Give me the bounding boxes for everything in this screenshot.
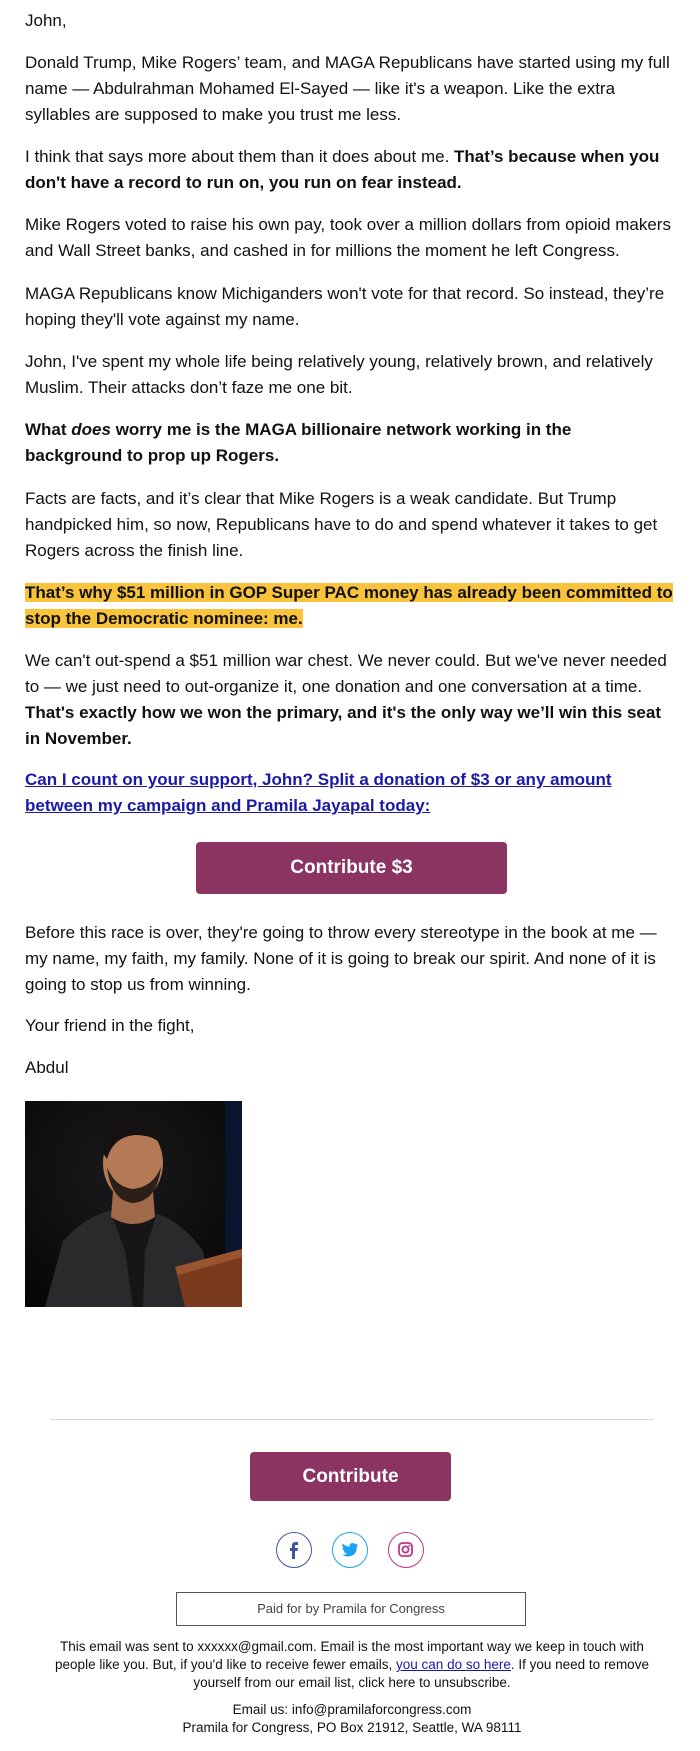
paragraph-record — [25, 144, 673, 196]
worry-emphasis: does — [71, 420, 111, 439]
greeting: John, — [25, 11, 67, 30]
out-organize-text: We can't out-spend a $51 million war chest. We never could. But we've never needed to — we just need to out-organize it, one donation and one conversation at a time. — [25, 651, 667, 696]
letter-body — [25, 8, 673, 34]
paragraph-3 — [25, 212, 673, 264]
facebook-icon[interactable] — [276, 1532, 312, 1568]
paragraph-whole-life: John, I've spent my whole life being relatively young, relatively brown, and relatively Muslim. Their attacks don’t faze me one bit. — [25, 352, 653, 397]
paragraph-9 — [25, 648, 673, 752]
contribute-3-button[interactable]: Contribute $3 — [196, 842, 507, 894]
paragraph-10 — [25, 920, 673, 998]
twitter-icon[interactable] — [332, 1532, 368, 1568]
contribute-button[interactable]: Contribute — [250, 1452, 451, 1501]
signature-block — [25, 1055, 673, 1081]
paragraph-stereotypes: Before this race is over, they're going to throw every stereotype in the book at me — my name, my faith, my family. None of it is going to break our spirit. And none of it is going to stop us from winning. — [25, 923, 657, 994]
record-text: I think that says more about them than it does about me. — [25, 147, 455, 166]
worry-text-b: worry me is the MAGA billionaire network working in the background to prop up Rogers. — [25, 420, 572, 465]
paragraph-7 — [25, 486, 673, 564]
instagram-icon[interactable] — [388, 1532, 424, 1568]
paragraph-2 — [25, 144, 673, 196]
notice-text-b: . If you need to remove yourself from our email list, click here to unsubscribe. — [193, 1657, 649, 1690]
signoff: Your friend in the fight, — [25, 1016, 195, 1035]
candidate-portrait-image — [25, 1101, 242, 1307]
candidate-photo — [25, 1101, 242, 1307]
footer-divider — [50, 1419, 654, 1420]
notice-text-a: This email was sent to xxxxxx@gmail.com. Email is the most important way we keep in touch with people like you. But, if you'd like to receive fewer emails, — [55, 1639, 644, 1672]
highlight-super-pac: That’s why $51 million in GOP Super PAC money has already been committed to stop the Democratic nominee: me. — [25, 583, 673, 628]
footer-notice — [40, 1638, 664, 1692]
paragraph-1 — [25, 50, 673, 128]
paragraph-billionaire-network — [25, 417, 673, 469]
paragraph-vote-name: MAGA Republicans know Michiganders won't vote for that record. So instead, they’re hoping they'll vote against my name. — [25, 284, 665, 329]
record-bold-text: That’s because when you don't have a record to run on, you run on fear instead. — [25, 147, 660, 192]
paragraph-super-pac — [25, 580, 673, 632]
paragraph-5 — [25, 349, 673, 401]
paragraph-full-name: Donald Trump, Mike Rogers’ team, and MAGA Republicans have started using my full name — Abdulrahman Mohamed El-Sayed — like it's a weapon. Like the extra syllables are supposed to make you trust me less. — [25, 53, 670, 124]
paragraph-out-organize — [25, 648, 673, 752]
paragraph-weak-candidate: Facts are facts, and it’s clear that Mike Rogers is a weak candidate. But Trump handpicked him, so now, Republicans have to do and spend whatever it takes to get Rogers across the finish line. — [25, 489, 658, 560]
paid-for-disclaimer: Paid for by Pramila for Congress — [176, 1592, 526, 1626]
donation-cta-link[interactable]: Can I count on your support, John? Split a donation of $3 or any amount between my campaign and Pramila Jayapal today: — [25, 770, 612, 815]
footer-email: Email us: info@pramilaforcongress.com — [232, 1702, 472, 1717]
signature: Abdul — [25, 1058, 69, 1077]
paragraph-6 — [25, 417, 673, 469]
footer-address: Pramila for Congress, PO Box 21912, Seattle, WA 98111 — [182, 1720, 522, 1735]
fewer-emails-link[interactable]: you can do so here — [396, 1657, 511, 1672]
out-organize-bold-text: That's exactly how we won the primary, and it's the only way we’ll win this seat in November. — [25, 703, 661, 748]
paragraph-cta — [25, 767, 673, 819]
worry-text-a: What — [25, 420, 72, 439]
paragraph-8 — [25, 580, 673, 632]
paragraph-4 — [25, 281, 673, 333]
footer-contact — [40, 1701, 664, 1737]
signoff-block — [25, 1013, 673, 1039]
paragraph-rogers-record: Mike Rogers voted to raise his own pay, took over a million dollars from opioid makers and Wall Street banks, and cashed in for millions the moment he left Congress. — [25, 215, 671, 260]
